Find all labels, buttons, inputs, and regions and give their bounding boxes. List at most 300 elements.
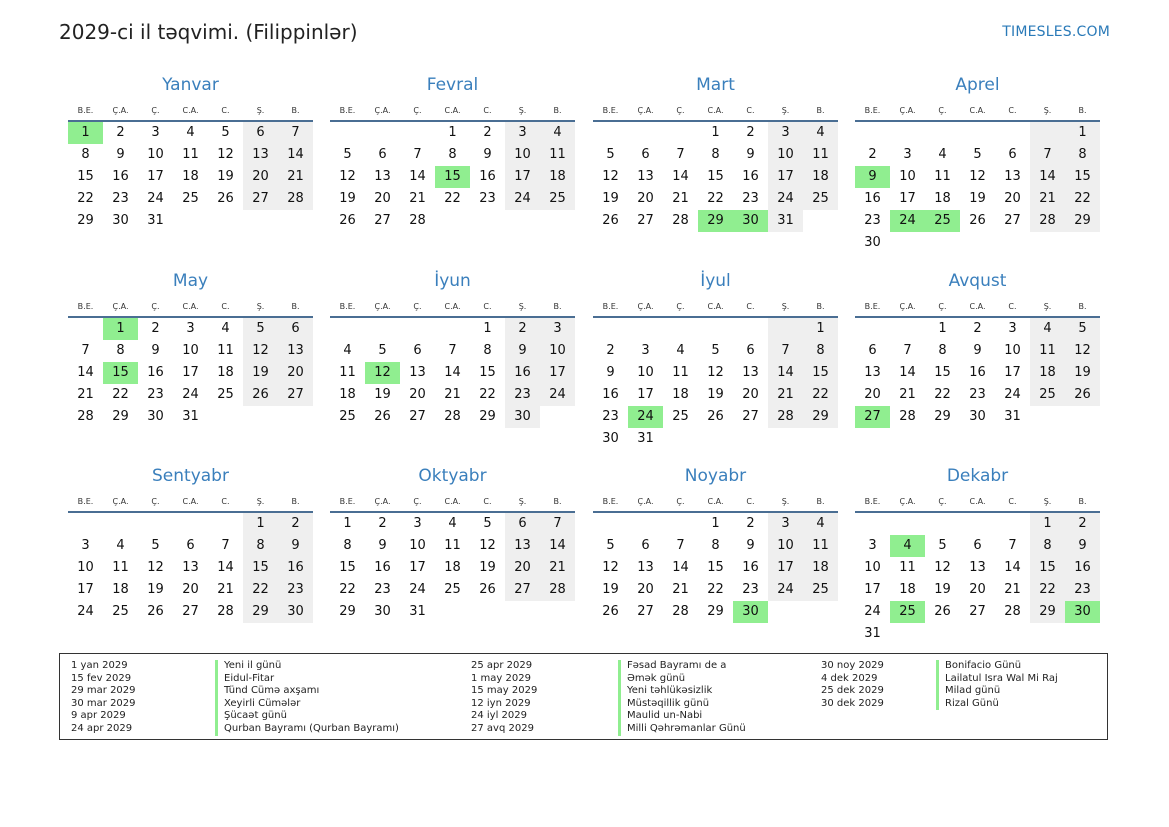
day-cell: 22 [339,582,356,597]
day-cell: 28 [217,604,234,619]
weekday-label: C.A. [444,302,461,311]
day-cell: 17 [182,365,199,380]
day-cell: 12 [147,560,164,575]
legend-names-3 [936,660,1058,710]
weekday-label: Ç.A. [112,302,129,311]
day-cell: 26 [147,604,164,619]
weekday-label: C. [746,497,755,506]
day-cell: 21 [540,557,575,579]
day-cell: 7 [278,122,313,144]
day-cell: 3 [505,122,540,144]
day-grid [68,513,313,623]
day-cell: 22 [444,191,461,206]
holiday-day: 12 [365,362,400,384]
weekday-label: B. [291,106,300,115]
day-grid [68,318,313,428]
weekday-label: B. [553,302,562,311]
weekday-label: Ç. [938,106,947,115]
day-cell: 9 [483,147,492,162]
weekday-label: C.A. [969,497,986,506]
legend-names-1 [215,660,399,736]
day-cell: 15 [77,169,94,184]
day-cell: 7 [676,538,685,553]
legend-holiday-name: Müstəqillik günü [618,698,746,711]
day-cell: 11 [112,560,129,575]
day-cell: 5 [711,343,720,358]
day-cell: 20 [864,387,881,402]
legend-names-2 [618,660,746,736]
day-cell: 15 [243,557,278,579]
day-cell: 3 [641,343,650,358]
day-cell: 30 [505,406,540,428]
weekday-label: B.E. [864,497,881,506]
day-cell: 21 [899,387,916,402]
day-cell: 18 [444,560,461,575]
day-cell: 8 [1030,535,1065,557]
day-cell: 26 [969,213,986,228]
month-block [68,73,313,232]
day-cell: 4 [116,538,125,553]
day-cell: 16 [112,169,129,184]
weekday-header [593,297,838,318]
empty-cell [855,318,890,340]
day-cell: 24 [540,384,575,406]
weekday-label: Ç.A. [637,302,654,311]
day-cell: 18 [339,387,356,402]
day-cell: 19 [602,582,619,597]
empty-cell [593,318,628,340]
day-cell: 9 [278,535,313,557]
day-cell: 14 [768,362,803,384]
day-cell: 10 [899,169,916,184]
day-cell: 25 [803,188,838,210]
day-cell: 15 [339,560,356,575]
day-cell: 10 [768,144,803,166]
weekday-label: B. [816,302,825,311]
day-cell: 17 [899,191,916,206]
weekday-label: B.E. [602,302,619,311]
day-cell: 7 [903,343,912,358]
day-cell: 12 [969,169,986,184]
day-cell: 25 [803,579,838,601]
day-cell: 12 [479,538,496,553]
day-cell: 13 [409,365,426,380]
day-cell: 11 [339,365,356,380]
weekday-header [330,101,575,122]
day-cell: 11 [217,343,234,358]
day-cell: 29 [1030,601,1065,623]
day-cell: 31 [864,626,881,641]
day-cell: 5 [938,538,947,553]
weekday-label: B. [291,302,300,311]
day-cell: 25 [672,409,689,424]
day-cell: 25 [217,387,234,402]
day-cell: 16 [505,362,540,384]
day-cell: 6 [868,343,877,358]
day-cell: 28 [672,604,689,619]
day-cell: 27 [278,384,313,406]
day-cell: 30 [969,409,986,424]
weekday-label: C.A. [182,302,199,311]
day-cell: 17 [768,166,803,188]
day-cell: 30 [602,431,619,446]
weekday-label: B.E. [339,302,356,311]
day-cell: 20 [182,582,199,597]
day-cell: 4 [803,513,838,535]
holiday-day: 25 [925,210,960,232]
day-cell: 26 [1065,384,1100,406]
day-cell: 23 [742,582,759,597]
day-cell: 3 [81,538,90,553]
day-cell: 26 [602,213,619,228]
month-block [855,269,1100,428]
day-cell: 3 [540,318,575,340]
day-cell: 2 [278,513,313,535]
weekday-label: B. [291,497,300,506]
weekday-label: B. [816,497,825,506]
day-cell: 15 [934,365,951,380]
weekday-header [68,297,313,318]
month-name: May [172,271,209,291]
day-cell: 11 [182,147,199,162]
empty-cell [628,318,663,340]
day-cell: 28 [409,213,426,228]
day-cell: 8 [1065,144,1100,166]
day-cell: 25 [444,582,461,597]
day-cell: 13 [505,535,540,557]
legend-holiday-name: Yeni təhlükəsizlik [618,685,746,698]
day-cell: 19 [602,191,619,206]
day-grid [330,513,575,623]
day-cell: 30 [374,604,391,619]
day-cell: 15 [1030,557,1065,579]
day-cell: 21 [1004,582,1021,597]
day-cell: 21 [1030,188,1065,210]
weekday-label: Ç. [151,302,160,311]
legend-date: 15 may 2029 [471,685,538,697]
day-cell: 4 [186,125,195,140]
day-cell: 20 [1004,191,1021,206]
weekday-label: B.E. [339,497,356,506]
weekday-label: Ç. [938,497,947,506]
empty-cell [890,318,925,340]
day-cell: 27 [1004,213,1021,228]
weekday-label: Ş. [256,302,265,311]
month-block [68,269,313,428]
weekday-label: Ş. [1043,302,1052,311]
weekday-label: B. [553,497,562,506]
day-cell: 26 [934,604,951,619]
day-cell: 16 [147,365,164,380]
day-cell: 28 [540,579,575,601]
day-cell: 2 [746,516,755,531]
day-cell: 23 [969,387,986,402]
month-block [593,269,838,450]
day-cell: 14 [1004,560,1021,575]
day-cell: 6 [413,343,422,358]
day-cell: 27 [505,579,540,601]
day-cell: 16 [742,169,759,184]
holiday-day: 27 [855,406,890,428]
day-cell: 19 [1065,362,1100,384]
weekday-label: C. [746,302,755,311]
empty-cell [103,513,138,535]
weekday-label: B. [1078,302,1087,311]
day-cell: 10 [409,538,426,553]
day-cell: 21 [217,582,234,597]
day-cell: 20 [637,191,654,206]
weekday-label: Ş. [256,106,265,115]
day-cell: 20 [374,191,391,206]
day-cell: 28 [1004,604,1021,619]
day-cell: 18 [672,387,689,402]
day-cell: 10 [505,144,540,166]
day-cell: 29 [1065,210,1100,232]
day-cell: 9 [505,340,540,362]
legend-date: 30 mar 2029 [71,697,136,709]
weekday-label: Ç. [413,106,422,115]
weekday-label: B.E. [864,106,881,115]
legend-holiday-name: Qurban Bayramı (Qurban Bayramı) [215,723,399,736]
weekday-label: C.A. [182,497,199,506]
day-cell: 13 [278,340,313,362]
weekday-label: C.A. [444,106,461,115]
day-cell: 24 [768,579,803,601]
day-cell: 29 [339,604,356,619]
weekday-label: Ç. [938,302,947,311]
legend-holiday-name: Xeyirli Cümələr [215,698,399,711]
day-cell: 11 [934,169,951,184]
day-cell: 28 [672,213,689,228]
weekday-label: Ş. [518,302,527,311]
day-cell: 26 [602,604,619,619]
weekday-label: C. [1008,302,1017,311]
month-block [593,73,838,232]
day-cell: 2 [378,516,387,531]
day-grid [330,318,575,428]
empty-cell [768,318,803,340]
weekday-label: Ç. [676,302,685,311]
legend-dates-1 [71,660,136,736]
day-cell: 20 [969,582,986,597]
empty-cell [68,318,103,340]
day-cell: 7 [81,343,90,358]
day-cell: 11 [1030,340,1065,362]
month-name: Noyabr [684,466,747,486]
month-block [330,269,575,428]
weekday-label: C. [221,497,230,506]
empty-cell [925,122,960,144]
weekday-label: Ç.A. [637,497,654,506]
day-cell: 9 [746,147,755,162]
legend-holiday-name: Maulid un-Nabi [618,710,746,723]
day-cell: 10 [77,560,94,575]
day-cell: 1 [938,321,947,336]
day-cell: 28 [768,406,803,428]
day-cell: 30 [112,213,129,228]
day-cell: 27 [243,188,278,210]
day-cell: 19 [374,387,391,402]
day-cell: 8 [448,147,457,162]
day-cell: 23 [742,191,759,206]
day-cell: 6 [746,343,755,358]
day-cell: 1 [1065,122,1100,144]
day-cell: 16 [864,191,881,206]
day-cell: 3 [186,321,195,336]
site-link[interactable]: TIMESLES.COM [1002,24,1110,40]
day-cell: 2 [483,125,492,140]
day-cell: 13 [1004,169,1021,184]
day-cell: 15 [479,365,496,380]
day-cell: 4 [938,147,947,162]
month-name: İyun [434,271,471,291]
day-cell: 7 [221,538,230,553]
day-cell: 31 [147,213,164,228]
day-cell: 17 [637,387,654,402]
page-title: 2029-ci il təqvimi. (Filippinlər) [59,20,358,44]
day-cell: 7 [1008,538,1017,553]
day-grid [593,122,838,232]
day-cell: 6 [641,538,650,553]
month-name: Sentyabr [152,466,229,486]
month-name: İyul [700,271,731,291]
day-cell: 6 [186,538,195,553]
day-cell: 8 [116,343,125,358]
weekday-label: C.A. [969,106,986,115]
holiday-day: 1 [103,318,138,340]
day-cell: 3 [413,516,422,531]
month-block [330,73,575,232]
weekday-label: C. [483,302,492,311]
legend-date: 25 dek 2029 [821,685,884,697]
day-cell: 7 [448,343,457,358]
weekday-label: Ç. [676,497,685,506]
day-cell: 17 [147,169,164,184]
day-cell: 28 [899,409,916,424]
day-cell: 21 [278,166,313,188]
day-cell: 17 [409,560,426,575]
weekday-header [68,101,313,122]
weekday-label: C. [1008,106,1017,115]
day-cell: 22 [112,387,129,402]
day-cell: 8 [711,147,720,162]
day-cell: 20 [278,362,313,384]
weekday-label: Ç.A. [899,302,916,311]
legend-date: 1 yan 2029 [71,660,128,671]
weekday-label: B.E. [77,106,94,115]
day-cell: 6 [973,538,982,553]
month-name: Dekabr [946,466,1009,486]
day-cell: 13 [637,560,654,575]
day-cell: 14 [444,365,461,380]
day-cell: 10 [864,560,881,575]
day-cell: 22 [707,582,724,597]
day-cell: 31 [182,409,199,424]
weekday-label: Ş. [1043,106,1052,115]
weekday-label: Ç. [413,302,422,311]
day-cell: 31 [409,604,426,619]
day-cell: 16 [479,169,496,184]
weekday-label: Ç.A. [899,497,916,506]
legend-holiday-name: Əmək günü [618,673,746,686]
day-cell: 28 [1030,210,1065,232]
weekday-label: B.E. [339,106,356,115]
weekday-label: Ç. [151,497,160,506]
day-cell: 16 [969,365,986,380]
day-cell: 1 [343,516,352,531]
day-cell: 14 [217,560,234,575]
empty-cell [628,122,663,144]
weekday-label: C.A. [969,302,986,311]
day-cell: 15 [707,169,724,184]
day-cell: 31 [768,210,803,232]
month-block [855,464,1100,645]
day-cell: 20 [637,582,654,597]
day-cell: 17 [1004,365,1021,380]
weekday-header [330,492,575,513]
day-cell: 13 [243,144,278,166]
day-cell: 29 [707,604,724,619]
month-block [68,464,313,623]
weekday-label: C. [483,497,492,506]
month-name: Mart [696,75,735,95]
day-cell: 1 [1030,513,1065,535]
weekday-header [855,492,1100,513]
day-cell: 6 [505,513,540,535]
day-cell: 11 [899,560,916,575]
day-cell: 2 [116,125,125,140]
day-cell: 3 [151,125,160,140]
holiday-day: 25 [890,601,925,623]
legend-date: 27 avq 2029 [471,722,534,734]
empty-cell [733,318,768,340]
day-cell: 25 [339,409,356,424]
day-cell: 26 [339,213,356,228]
day-grid [593,513,838,623]
day-cell: 19 [217,169,234,184]
day-cell: 30 [147,409,164,424]
empty-cell [435,318,470,340]
day-cell: 24 [77,604,94,619]
weekday-header [68,492,313,513]
day-cell: 30 [864,235,881,250]
day-cell: 19 [339,191,356,206]
day-cell: 22 [77,191,94,206]
day-cell: 13 [374,169,391,184]
day-cell: 27 [409,409,426,424]
legend-date: 24 apr 2029 [71,722,133,734]
day-grid [855,513,1100,645]
day-cell: 1 [711,516,720,531]
day-cell: 25 [112,604,129,619]
weekday-label: C.A. [707,497,724,506]
day-cell: 19 [243,362,278,384]
day-cell: 31 [1004,409,1021,424]
legend-holiday-name: Yeni il günü [215,660,399,673]
day-cell: 5 [973,147,982,162]
day-cell: 24 [864,604,881,619]
empty-cell [1030,122,1065,144]
day-cell: 18 [803,166,838,188]
day-cell: 13 [637,169,654,184]
day-cell: 9 [378,538,387,553]
day-cell: 10 [540,340,575,362]
weekday-label: Ç. [413,497,422,506]
day-cell: 6 [278,318,313,340]
weekday-label: B.E. [602,497,619,506]
holiday-day: 15 [103,362,138,384]
day-cell: 23 [374,582,391,597]
